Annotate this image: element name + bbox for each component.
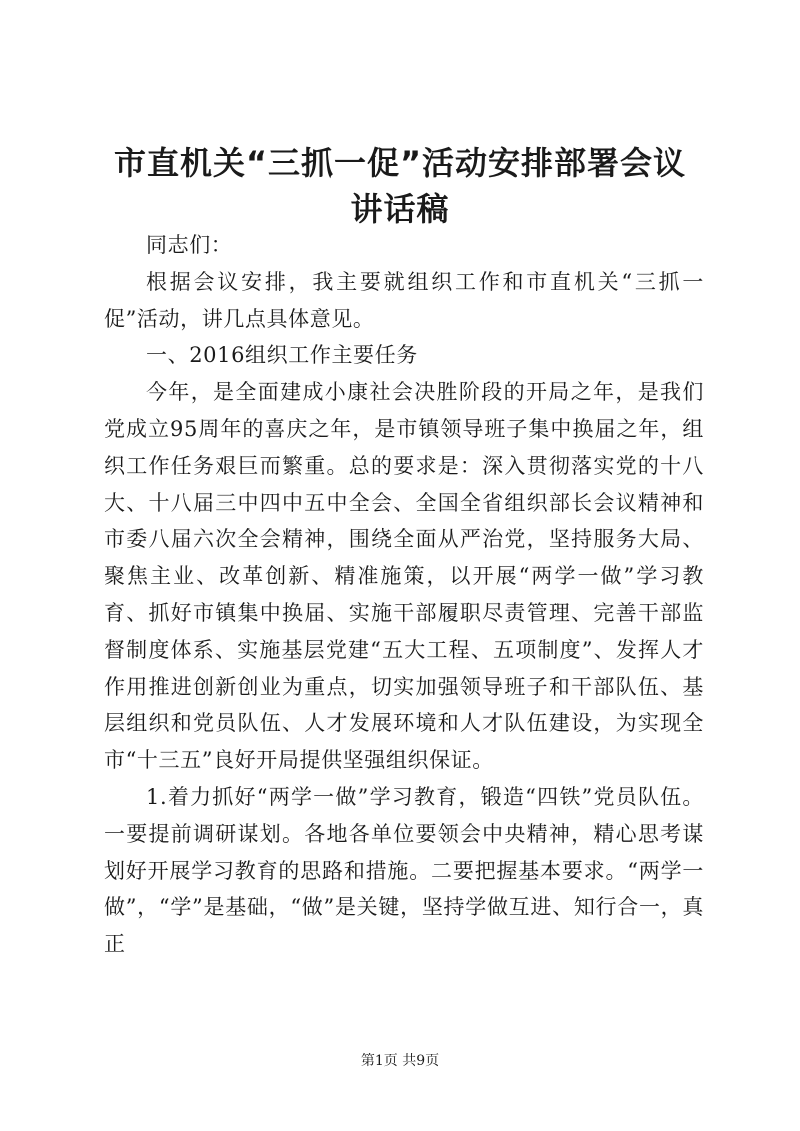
page-footer: 第1页 共9页 [360,1053,440,1069]
document-body [104,227,704,963]
body-paragraph: 1.着力抓好“两学一做”学习教育，锻造“四铁”党员队伍。一要提前调研谋划。各地各单位要领会中央精神，精心思考谋划好开展学习教育的思路和措施。二要把握基本要求。“两学一做”，“学”是基础，“做”是关键，坚持学做互进、知行合一，真正 [104,784,704,957]
document-title: 市直机关“三抓一促”活动安排部署会议讲话稿 [113,144,687,228]
body-paragraph: 今年，是全面建成小康社会决胜阶段的开局之年，是我们党成立95周年的喜庆之年，是市镇领导班子集中换届之年，组织工作任务艰巨而繁重。总的要求是：深入贯彻落实党的十八大、十八届三中四中五中全会、全国全省组织部长会议精神和市委八届六次全会精神，围绕全面从严治党，坚持服务大局、聚焦主业、改革创新、精准施策，以开展“两学一做”学习教育、抓好市镇集中换届、实施干部履职尽责管理、完善干部监督制度体系、实施基层党建“五大工程、五项制度”、发挥人才作用推进创新创业为重点，切实加强领导班子和干部队伍、基层组织和党员队伍、人才发展环境和人才队伍建设，为实现全市“十三五”良好开局提供坚强组织保证。 [104,380,704,773]
salutation-paragraph: 同志们： [146,233,233,257]
intro-paragraph: 根据会议安排，我主要就组织工作和市直机关“三抓一促”活动，讲几点具体意见。 [104,269,704,331]
section-heading: 一、2016组织工作主要任务 [146,343,418,368]
